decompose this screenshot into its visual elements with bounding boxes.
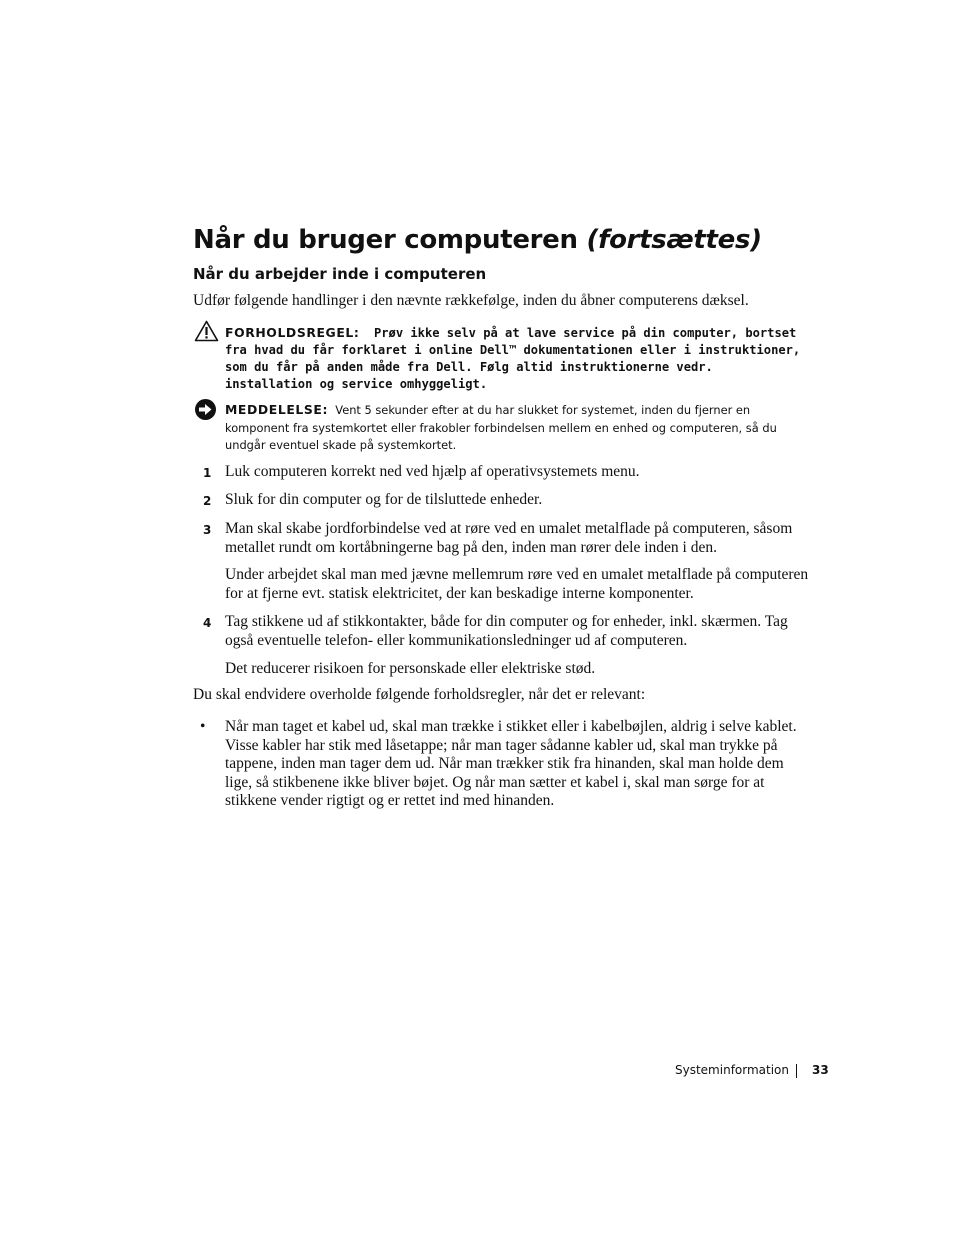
notice-message [225, 401, 805, 455]
closing-paragraph: Du skal endvidere overholde følgende forholdsregler, når det er relevant: [193, 686, 646, 703]
step-text: Man skal skabe jordforbindelse ved at røre ved en umalet metalflade på computeren, såsom metallet rundt om kortåbningerne bag på den, inden man rører dele inden i den. [225, 520, 793, 556]
caution-text: Prøv ikke selv på at lave service på din computer, bortset fra hvad du får forklaret i online Dell™ dokumentationen eller i instruktioner, som du får på anden måde fra Dell. Følg altid instruktionerne vedr. installation og service omhyggeligt. [225, 326, 801, 391]
warning-triangle-icon [194, 320, 219, 342]
bullet-marker: • [200, 718, 206, 735]
footer-section-name: Systeminformation [675, 1063, 790, 1077]
footer-page-number: 33 [812, 1063, 829, 1077]
step-text: Tag stikkene ud af stikkontakter, både for din computer og for enheder, inkl. skærmen. Tag også eventuelle telefon- eller kommunikationsledninger ud af computeren. [225, 613, 788, 649]
step-text: Sluk for din computer og for de tilsluttede enheder. [225, 491, 543, 508]
intro-paragraph: Udfør følgende handlinger i den nævnte rækkefølge, inden du åbner computerens dæksel. [193, 292, 749, 309]
step-extra-text: Under arbejdet skal man med jævne mellemrum røre ved en umalet metalflade på computeren for at fjerne evt. statisk elektricitet, der kan beskadige interne komponenter. [225, 566, 809, 602]
step-text: Luk computeren korrekt ned ved hjælp af operativsystemets menu. [225, 463, 640, 480]
caution-notice [225, 324, 805, 393]
notice-text: Vent 5 sekunder efter at du har slukket for systemet, inden du fjerner en komponent fra systemkortet eller frakobler forbindelsen mellem en enhed og computeren, så du undgår eventuel skade på systemkortet. [225, 403, 777, 452]
bullet-text: Når man taget et kabel ud, skal man trække i stikket eller i kabelbøjlen, aldrig i selve kablet. Visse kabler har stik med låsetappe; når man tager sådanne kabler ud, skal man trykke på tappene, inden man tager dem ud. Når man trækker stik fra hinanden, skal man holde dem lige, så stikbenene ikke bliver bøjet. Og når man sætter et kabel i, skal man sørge for at stikkene vender rigtigt og er rettet ind med hinanden. [225, 718, 797, 809]
page-title-continued: (fortsættes) [586, 225, 762, 255]
step-number: 2 [203, 494, 212, 508]
step-number: 1 [203, 466, 212, 480]
step-number: 3 [203, 523, 212, 537]
notice-label: MEDDELELSE: [225, 402, 329, 417]
page-title [193, 222, 762, 258]
step-extra-text: Det reducerer risikoen for personskade eller elektriske stød. [225, 660, 596, 677]
step-number: 4 [203, 616, 212, 630]
footer-divider [796, 1064, 797, 1078]
page-title-main: Når du bruger computeren [193, 225, 578, 255]
caution-label: FORHOLDSREGEL: [225, 325, 360, 340]
notice-arrow-icon [194, 398, 217, 421]
section-heading: Når du arbejder inde i computeren [193, 265, 487, 283]
